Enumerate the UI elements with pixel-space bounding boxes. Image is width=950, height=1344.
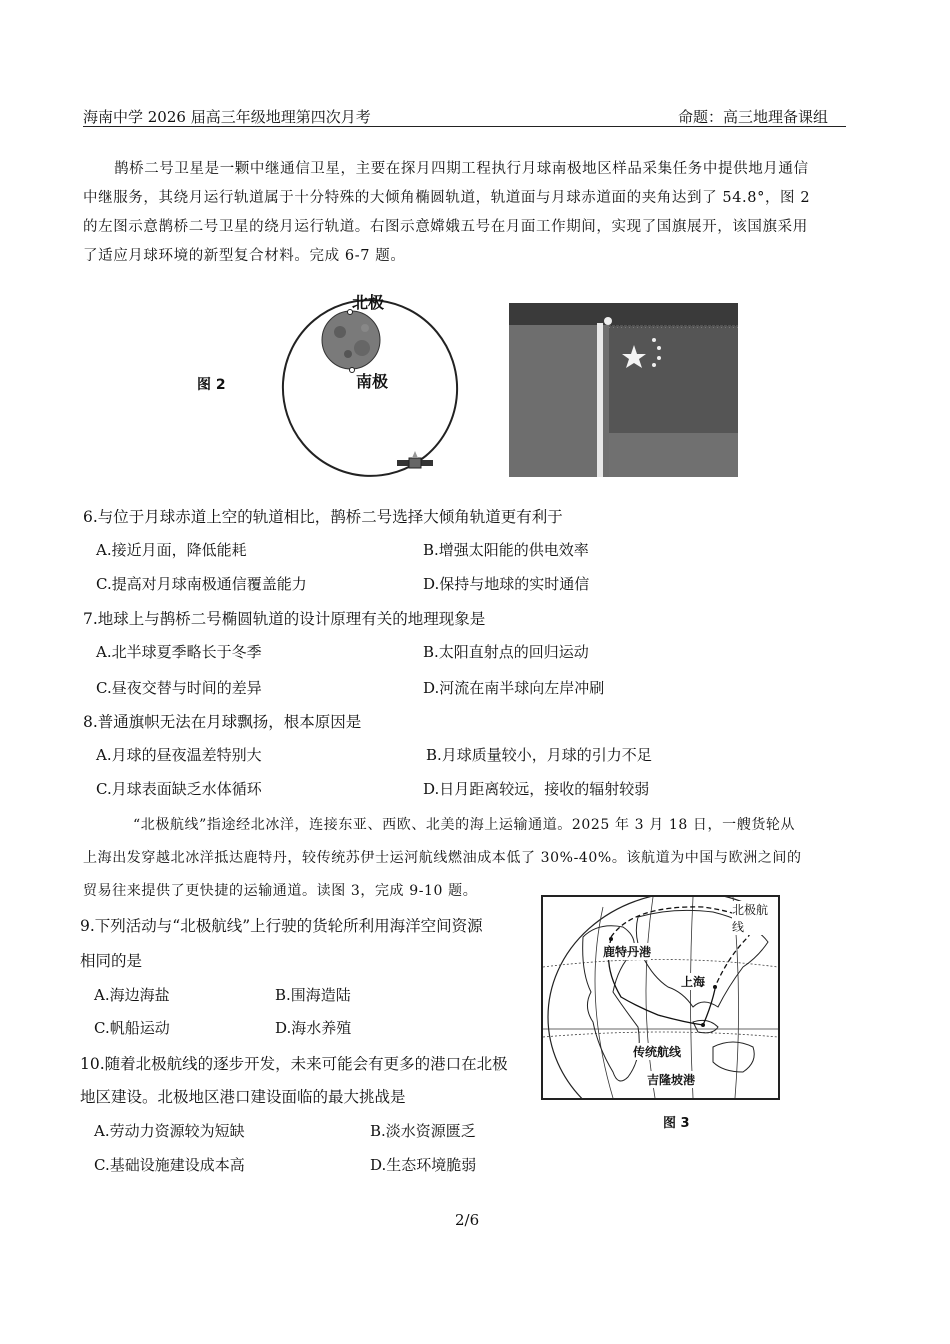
passage1-line: 的左图示意鹊桥二号卫星的绕月运行轨道。右图示意嫦娥五号在月面工作期间，实现了国旗展开，该国旗采用 bbox=[83, 219, 808, 235]
q10-option-b: B.淡水资源匮乏 bbox=[370, 1122, 476, 1140]
passage2 bbox=[83, 809, 858, 908]
north-pole-label: 北极 bbox=[352, 293, 385, 312]
question-7-stem: 7.地球上与鹊桥二号椭圆轨道的设计原理有关的地理现象是 bbox=[83, 610, 486, 628]
q7-option-b: B.太阳直射点的回归运动 bbox=[423, 643, 589, 661]
q9-option-a: A.海边海盐 bbox=[94, 986, 170, 1004]
question-8-stem: 8.普通旗帜无法在月球飘扬，根本原因是 bbox=[83, 713, 362, 731]
passage2-line: “北极航线”指途经北冰洋，连接东亚、西欧、北美的海上运输通道。2025 年 3 月 18 日，一艘货轮从 bbox=[133, 817, 796, 833]
page-number: 2/6 bbox=[455, 1211, 480, 1229]
q10-option-d: D.生态环境脆弱 bbox=[370, 1156, 477, 1174]
q8-option-d: D.日月距离较远，接收的辐射较弱 bbox=[423, 780, 650, 798]
q9-option-d: D.海水养殖 bbox=[275, 1019, 352, 1037]
q10-option-a: A.劳动力资源较为短缺 bbox=[94, 1122, 245, 1140]
q7-option-c: C.昼夜交替与时间的差异 bbox=[96, 679, 262, 697]
q6-option-b: B.增强太阳能的供电效率 bbox=[423, 541, 589, 559]
passage1-line: 鹊桥二号卫星是一颗中继通信卫星，主要在探月四期工程执行月球南极地区样品采集任务中提供地月通信 bbox=[114, 161, 809, 177]
label-rotterdam: 鹿特丹港 bbox=[603, 945, 652, 959]
q6-option-c: C.提高对月球南极通信覆盖能力 bbox=[96, 575, 307, 593]
header-rule bbox=[83, 126, 846, 127]
q9-option-b: B.围海造陆 bbox=[275, 986, 351, 1004]
passage1-line: 中继服务，其绕月运行轨道属于十分特殊的大倾角椭圆轨道，轨道面与月球赤道面的夹角达到了 54.8°，图 2 bbox=[83, 190, 811, 206]
header-right: 命题：高三地理备课组 bbox=[678, 108, 829, 126]
q10-option-c: C.基础设施建设成本高 bbox=[94, 1156, 245, 1174]
passage2-line: 贸易往来提供了更快捷的运输通道。读图 3，完成 9-10 题。 bbox=[83, 883, 478, 899]
question-9-stem-line1: 9.下列活动与“北极航线”上行驶的货轮所利用海洋空间资源 bbox=[80, 917, 483, 935]
label-singapore: 吉隆坡港 bbox=[647, 1073, 696, 1087]
q8-option-c: C.月球表面缺乏水体循环 bbox=[96, 780, 262, 798]
passage1-line: 了适应月球环境的新型复合材料。完成 6-7 题。 bbox=[83, 248, 406, 264]
question-10-stem-line1: 10.随着北极航线的逐步开发，未来可能会有更多的港口在北极 bbox=[80, 1055, 508, 1073]
label-shanghai: 上海 bbox=[681, 975, 706, 989]
flag-body bbox=[609, 328, 738, 433]
question-6-stem: 6.与位于月球赤道上空的轨道相比，鹊桥二号选择大倾角轨道更有利于 bbox=[83, 508, 563, 526]
south-pole-label: 南极 bbox=[356, 372, 389, 391]
moon-sphere bbox=[322, 311, 380, 369]
arctic-route-map bbox=[541, 895, 780, 1100]
q6-option-a: A.接近月面，降低能耗 bbox=[96, 541, 247, 559]
q7-option-a: A.北半球夏季略长于冬季 bbox=[96, 643, 262, 661]
passage2-line: 上海出发穿越北冰洋抵达鹿特丹，较传统苏伊士运河航线燃油成本低了 30%-40%。该航道为中国与欧洲之间的 bbox=[83, 850, 802, 866]
passage1 bbox=[83, 155, 858, 271]
south-pole-marker bbox=[350, 368, 355, 373]
lunar-flag-photo bbox=[509, 303, 738, 477]
flag-pole bbox=[597, 323, 603, 477]
q8-option-a: A.月球的昼夜温差特别大 bbox=[96, 746, 262, 764]
figure2-caption: 图 2 bbox=[197, 377, 226, 393]
header-left: 海南中学 2026 届高三年级地理第四次月考 bbox=[83, 108, 371, 126]
question-9-stem-line2: 相同的是 bbox=[80, 952, 143, 970]
q6-option-d: D.保持与地球的实时通信 bbox=[423, 575, 590, 593]
label-traditional-route: 传统航线 bbox=[633, 1045, 682, 1059]
q9-option-c: C.帆船运动 bbox=[94, 1019, 170, 1037]
question-10-stem-line2: 地区建设。北极地区港口建设面临的最大挑战是 bbox=[80, 1088, 406, 1106]
q8-option-b: B.月球质量较小，月球的引力不足 bbox=[426, 746, 652, 764]
figure3-caption: 图 3 bbox=[663, 1116, 690, 1131]
label-arctic-route: 北极航线 bbox=[732, 901, 778, 935]
q7-option-d: D.河流在南半球向左岸冲刷 bbox=[423, 679, 605, 697]
